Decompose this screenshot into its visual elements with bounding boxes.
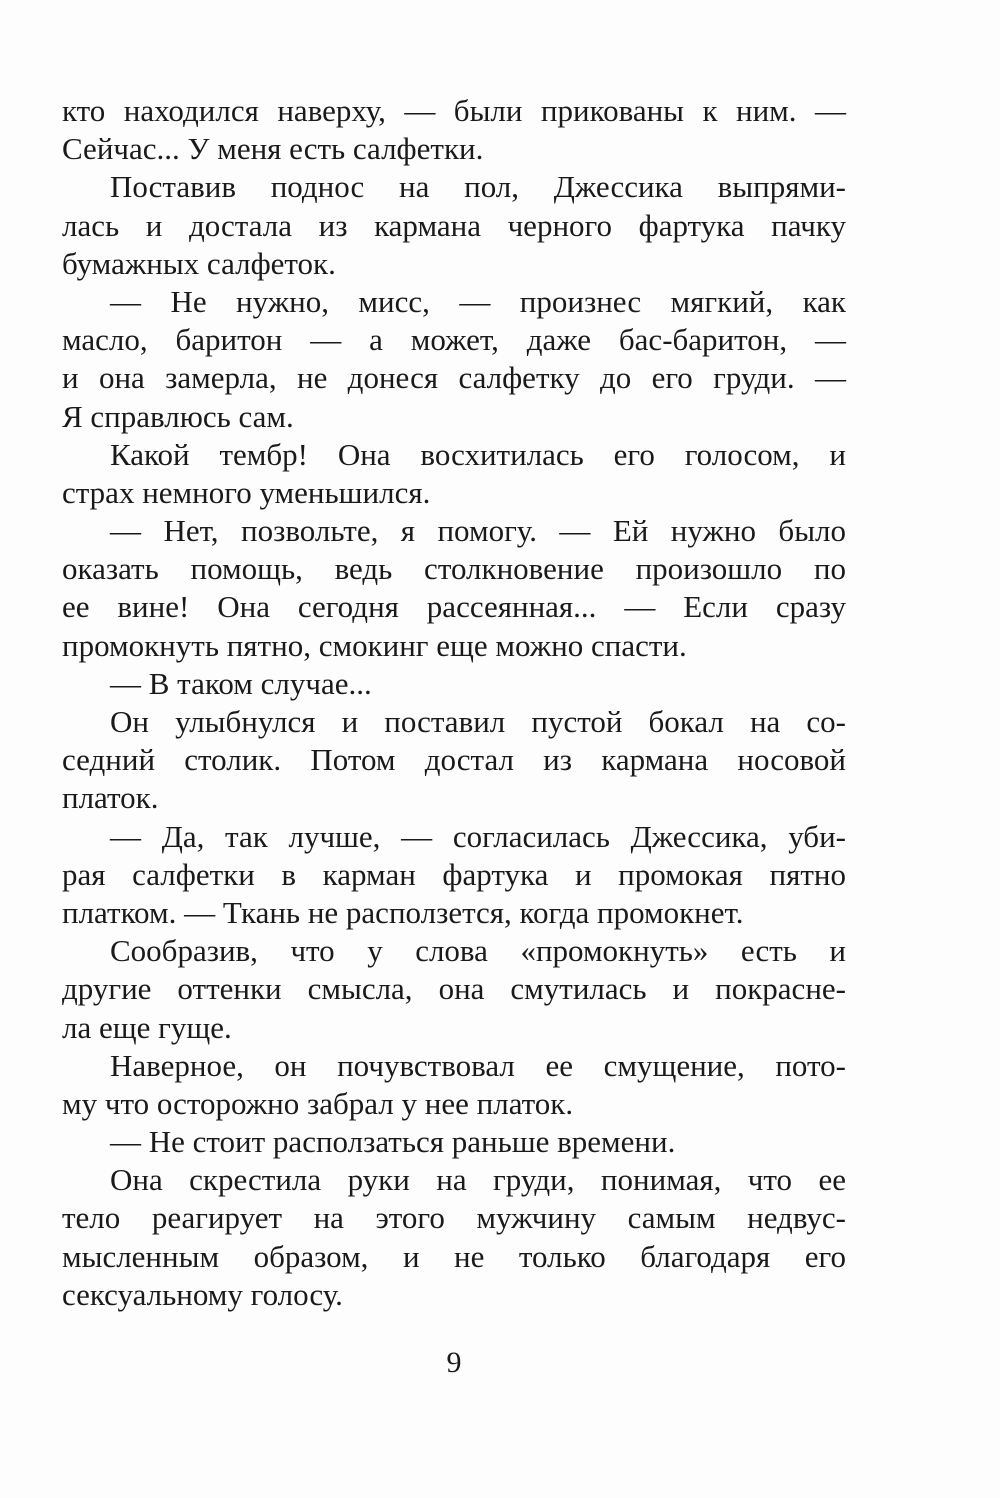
- text-line: рая салфетки в карман фартука и промокая пятно: [62, 856, 846, 892]
- page-body-text: [62, 92, 846, 1314]
- text-line: — В таком случае...: [110, 665, 372, 701]
- text-line: Она скрестила руки на груди, понимая, что ее: [110, 1162, 846, 1198]
- text-line: и она замерла, не донеся салфетку до его груди. —: [62, 360, 846, 396]
- text-line: мысленным образом, и не только благодаря его: [62, 1238, 846, 1274]
- text-line: Поставив поднос на пол, Джессика выпрями-: [110, 169, 846, 205]
- text-line: страх немного уменьшился.: [62, 474, 431, 510]
- text-line: сексуальному голосу.: [62, 1276, 343, 1312]
- text-line: кто находился наверху, — были прикованы к ним. —: [62, 93, 846, 128]
- text-line: му что осторожно забрал у нее платок.: [62, 1085, 574, 1121]
- text-line: ее вине! Она сегодня рассеянная... — Если сразу: [62, 589, 846, 625]
- text-line: другие оттенки смысла, она смутилась и покрасне-: [62, 971, 846, 1007]
- text-line: оказать помощь, ведь столкновение произошло по: [62, 551, 846, 587]
- page-number: 9: [446, 1346, 462, 1379]
- text-line: — Да, так лучше, — согласилась Джессика, уби-: [110, 818, 846, 854]
- text-line: — Не нужно, мисс, — произнес мягкий, как: [110, 283, 846, 319]
- text-line: Я справлюсь сам.: [62, 398, 294, 434]
- text-line: Какой тембр! Она восхитилась его голосом, и: [110, 436, 846, 472]
- text-line: Сейчас... У меня есть салфетки.: [62, 131, 484, 167]
- text-line: промокнуть пятно, смокинг еще можно спасти.: [62, 627, 687, 663]
- text-line: бумажных салфеток.: [62, 245, 336, 281]
- text-line: Наверное, он почувствовал ее смущение, пото-: [110, 1047, 846, 1083]
- text-line: платком. — Ткань не расползется, когда промокнет.: [62, 894, 744, 930]
- text-line: платок.: [62, 780, 159, 816]
- text-line: масло, баритон — а может, даже бас-баритон, —: [62, 322, 846, 358]
- text-line: — Нет, позвольте, я помогу. — Ей нужно было: [110, 513, 846, 549]
- text-line: Сообразив, что у слова «промокнуть» есть и: [110, 933, 846, 969]
- text-line: — Не стоит расползаться раньше времени.: [110, 1124, 676, 1160]
- text-line: Он улыбнулся и поставил пустой бокал на со-: [110, 704, 846, 739]
- text-line: седний столик. Потом достал из кармана носовой: [62, 742, 846, 778]
- text-line: лась и достала из кармана черного фартука пачку: [62, 207, 846, 243]
- text-line: тело реагирует на этого мужчину самым недвус-: [62, 1200, 846, 1236]
- text-line: ла еще гуще.: [62, 1009, 232, 1045]
